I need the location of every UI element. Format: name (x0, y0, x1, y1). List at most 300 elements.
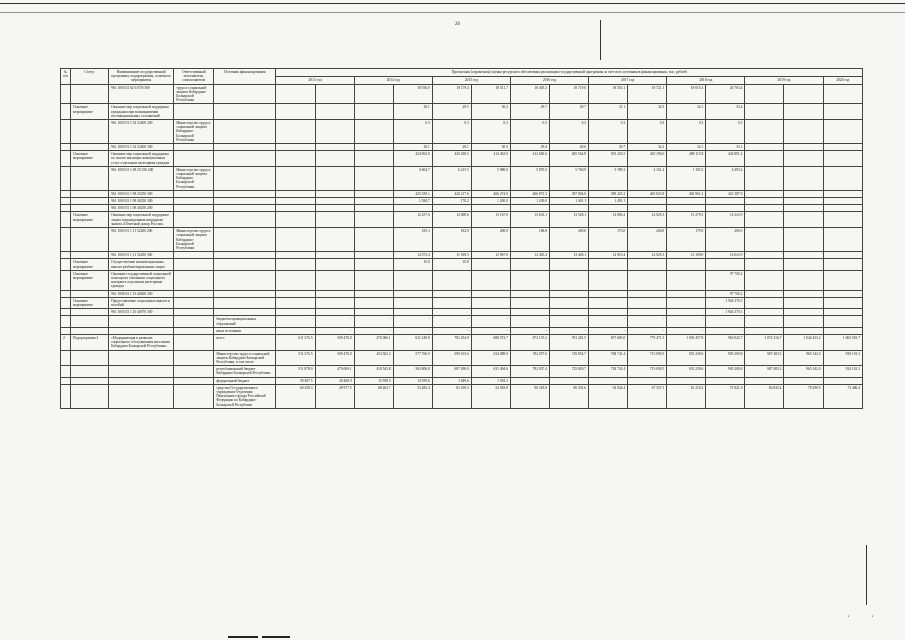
value-cell (276, 309, 315, 316)
value-cell (276, 205, 315, 212)
row-number (61, 205, 71, 212)
value-cell: 18 556.0 (393, 84, 432, 104)
value-cell: 713 090.5 (628, 350, 667, 366)
value-cell: 10.0 (393, 259, 432, 270)
value-cell: 97 700.2 (706, 270, 745, 290)
empty-cell (784, 144, 823, 151)
value-cell: 31.1 (589, 104, 628, 120)
row-number: 2. (61, 334, 71, 350)
header-row (61, 69, 863, 77)
value-cell: - (589, 327, 628, 334)
table-row (61, 120, 863, 144)
value-cell: 563 806.8 (393, 366, 432, 377)
row-source: Министерство труда и социальной защиты Кабардино-Балкарской Республики, в том числе (214, 350, 276, 366)
row-source (214, 252, 276, 259)
value-cell: 67 357.1 (628, 384, 667, 408)
value-cell: - (550, 327, 589, 334)
value-cell: 1 384.7 (393, 198, 432, 205)
value-cell: - (471, 316, 510, 327)
empty-cell (823, 290, 862, 297)
value-cell: 781 254.9 (432, 334, 471, 350)
value-cell: - (393, 316, 432, 327)
value-cell: 0.3 (706, 120, 745, 144)
value-cell: - (667, 327, 706, 334)
value-cell: 5 399.2 (589, 166, 628, 190)
row-number (61, 84, 71, 104)
value-cell (276, 198, 315, 205)
value-cell (510, 377, 549, 384)
value-cell: 4 493.4 (706, 166, 745, 190)
row-program: 961 1003 03 1 08 25 250 200 (109, 166, 174, 190)
value-cell (393, 309, 432, 316)
table-row (61, 205, 863, 212)
row-responsible (174, 151, 214, 167)
row-number (61, 297, 71, 308)
row-responsible (174, 259, 214, 270)
row-responsible (174, 327, 214, 334)
value-cell (276, 270, 315, 290)
empty-cell (784, 84, 823, 104)
value-cell (550, 259, 589, 270)
row-program: Осуществление компенсационных выплат реабилитированным лицам (109, 259, 174, 270)
empty-cell (745, 290, 784, 297)
year-cell: 2015 год (432, 76, 510, 84)
row-number (61, 198, 71, 205)
value-cell: 30.2 (471, 104, 510, 120)
value-cell (550, 270, 589, 290)
value-cell: 60 258.3 (276, 384, 315, 408)
value-cell: 634 088.9 (471, 350, 510, 366)
row-responsible: труда и социальной защиты Кабардино-Балкарской Республики (174, 84, 214, 104)
value-cell (589, 205, 628, 212)
value-cell (276, 228, 315, 252)
value-cell: 13 083.2 (589, 212, 628, 228)
empty-cell (784, 309, 823, 316)
value-cell (354, 151, 393, 167)
value-cell: 29.7 (510, 104, 549, 120)
value-cell (276, 151, 315, 167)
value-cell: 200.0 (471, 228, 510, 252)
row-status: Основное мероприятие (71, 259, 109, 270)
row-source (214, 120, 276, 144)
row-source (214, 297, 276, 308)
table-row (61, 327, 863, 334)
value-cell: 391 433.5 (589, 151, 628, 167)
value-cell: 13 279.5 (667, 212, 706, 228)
row-program (109, 377, 174, 384)
value-cell (510, 259, 549, 270)
row-status (71, 198, 109, 205)
value-cell (510, 290, 549, 297)
table-row (61, 270, 863, 290)
row-program (109, 350, 174, 366)
empty-cell (745, 198, 784, 205)
empty-cell (823, 270, 862, 290)
row-number (61, 259, 71, 270)
value-cell: 713 090.5 (628, 366, 667, 377)
empty-cell (745, 297, 784, 308)
value-cell: 511 376.5 (276, 350, 315, 366)
row-source (214, 309, 276, 316)
value-cell: 32.5 (628, 104, 667, 120)
empty-cell (745, 259, 784, 270)
row-status (71, 144, 109, 151)
right-fold-line (866, 545, 867, 605)
row-responsible (174, 270, 214, 290)
value-cell: 403 023.8 (628, 190, 667, 197)
value-cell (667, 297, 706, 308)
value-cell (354, 252, 393, 259)
empty-cell (823, 316, 862, 327)
value-cell: - (471, 327, 510, 334)
value-cell: 728 741.4 (589, 366, 628, 377)
value-cell: 200.0 (628, 228, 667, 252)
row-program (109, 384, 174, 408)
value-cell: - (276, 327, 315, 334)
row-source (214, 190, 276, 197)
row-responsible (174, 366, 214, 377)
value-cell: 434 963.8 (393, 151, 432, 167)
value-cell: 10.0 (432, 259, 471, 270)
row-number (61, 212, 71, 228)
row-status (71, 84, 109, 104)
row-number (61, 327, 71, 334)
value-cell: 414 454.9 (471, 151, 510, 167)
table-row (61, 334, 863, 350)
value-cell (354, 309, 393, 316)
header-program: Наименование государственной программы, подпрограммы, основного мероприятия (109, 69, 174, 85)
value-cell (432, 309, 471, 316)
value-cell: 470 006.1 (354, 334, 393, 350)
row-program: 961 1003 03 02 01570 300 (109, 84, 174, 104)
value-cell: 200.0 (706, 228, 745, 252)
row-program: 961 1003 03 1 08 40250 300 (109, 198, 174, 205)
value-cell: 1 044 433.2 (784, 334, 823, 350)
empty-cell (784, 151, 823, 167)
value-cell: 182.0 (432, 228, 471, 252)
row-source: республиканский бюджет Кабардино-Балкарской Республики (214, 366, 276, 377)
value-cell: 81 169.3 (432, 384, 471, 408)
value-cell: 420 438.5 (432, 151, 471, 167)
value-cell (667, 270, 706, 290)
row-program: Предоставление социальных выплат и пособий (109, 297, 174, 308)
bottom-dash-2 (262, 636, 290, 638)
value-cell: 905 200.8 (706, 350, 745, 366)
row-responsible (174, 198, 214, 205)
value-cell (471, 290, 510, 297)
value-cell: 28.5 (432, 104, 471, 120)
value-cell (315, 297, 354, 308)
value-cell (354, 120, 393, 144)
value-cell (589, 259, 628, 270)
value-cell (354, 190, 393, 197)
value-cell: 53 482.4 (393, 384, 432, 408)
table-row (61, 104, 863, 120)
row-number (61, 350, 71, 366)
value-cell: 179.9 (667, 228, 706, 252)
value-cell: 1 200.0 (471, 198, 510, 205)
row-responsible (174, 144, 214, 151)
value-cell: - (354, 316, 393, 327)
empty-cell (784, 316, 823, 327)
row-number (61, 377, 71, 384)
value-cell: 12 967.0 (471, 252, 510, 259)
value-cell: 33.1 (706, 144, 745, 151)
value-cell: 15 958.5 (354, 377, 393, 384)
value-cell: 965 142.0 (784, 366, 823, 377)
value-cell (628, 205, 667, 212)
value-cell: 1 072 316.7 (745, 334, 784, 350)
value-cell: 32.1 (667, 104, 706, 120)
table-row (61, 228, 863, 252)
value-cell: 2 161.2 (628, 166, 667, 190)
value-cell: 779 471.5 (628, 334, 667, 350)
row-program (109, 366, 174, 377)
table-row (61, 84, 863, 104)
value-cell (354, 259, 393, 270)
row-program: 961 1003 03 1 02 52400 200 (109, 120, 174, 144)
value-cell: 729 854.7 (550, 350, 589, 366)
row-status (71, 350, 109, 366)
table-row (61, 377, 863, 384)
empty-cell (784, 205, 823, 212)
value-cell: - (589, 316, 628, 327)
row-responsible: Министерство труда и социальной защиты Кабардино-Балкарской Республики (174, 166, 214, 190)
table-row (61, 144, 863, 151)
value-cell: 28.1 (393, 144, 432, 151)
row-source: средства Государственного учреждения-Отделения Пенсионного фонда Российской Федерации по Кабардино-Балкарской Республике (214, 384, 276, 408)
value-cell: 405 564.8 (550, 151, 589, 167)
value-cell (354, 198, 393, 205)
value-cell: - (667, 316, 706, 327)
value-cell (432, 205, 471, 212)
value-cell (315, 190, 354, 197)
value-cell (510, 309, 549, 316)
row-status (71, 377, 109, 384)
row-responsible: Министерство труда и социальной защиты Кабардино-Балкарской Республики (174, 120, 214, 144)
value-cell (276, 104, 315, 120)
value-cell: 39 497.5 (276, 377, 315, 384)
row-status (71, 290, 109, 297)
value-cell: 857 683.0 (589, 334, 628, 350)
value-cell (628, 270, 667, 290)
row-program: Оказание мер социальной поддержки гражданам при возникновении поствакцинальных осложнений (109, 104, 174, 120)
value-cell (667, 290, 706, 297)
year-cell: 2020 год (823, 76, 862, 84)
value-cell (276, 120, 315, 144)
value-cell (589, 290, 628, 297)
value-cell (667, 259, 706, 270)
row-status: Основное мероприятие (71, 297, 109, 308)
value-cell: - (432, 327, 471, 334)
value-cell: 20 763.4 (706, 84, 745, 104)
row-status (71, 384, 109, 408)
value-cell (471, 259, 510, 270)
value-cell (550, 377, 589, 384)
value-cell (315, 198, 354, 205)
row-status (71, 166, 109, 190)
value-cell: 1 401.1 (550, 198, 589, 205)
empty-cell (823, 84, 862, 104)
value-cell: 68 263.7 (354, 384, 393, 408)
value-cell (354, 205, 393, 212)
value-cell: 1 105.5 (667, 166, 706, 190)
value-cell: 725 829.7 (550, 366, 589, 377)
row-program (109, 316, 174, 327)
value-cell (315, 120, 354, 144)
value-cell (667, 309, 706, 316)
row-responsible (174, 104, 214, 120)
value-cell (315, 252, 354, 259)
row-responsible (174, 309, 214, 316)
empty-cell (823, 297, 862, 308)
value-cell (354, 270, 393, 290)
row-source (214, 151, 276, 167)
value-cell: 930 101.3 (823, 350, 862, 366)
value-cell (354, 84, 393, 104)
value-cell: 6 604.7 (393, 166, 432, 190)
value-cell: 511 878.9 (276, 366, 315, 377)
value-cell: 905 200.8 (706, 366, 745, 377)
row-number (61, 366, 71, 377)
value-cell: 965 142.0 (784, 350, 823, 366)
row-source (214, 84, 276, 104)
top-scan-line-2 (0, 12, 905, 13)
value-cell (276, 290, 315, 297)
value-cell (354, 290, 393, 297)
value-cell: 13 167.0 (471, 212, 510, 228)
value-cell (315, 144, 354, 151)
value-cell: 421 387.9 (706, 190, 745, 197)
header-status: Статус (71, 69, 109, 85)
row-program (109, 327, 174, 334)
empty-cell (745, 144, 784, 151)
value-cell: 631 249.8 (393, 334, 432, 350)
value-cell: 170.2 (432, 198, 471, 205)
row-status (71, 190, 109, 197)
empty-cell (784, 327, 823, 334)
row-program: 961 1003 03 1 20 40070 300 (109, 309, 174, 316)
row-responsible (174, 252, 214, 259)
row-source (214, 144, 276, 151)
row-number (61, 384, 71, 408)
empty-cell (823, 327, 862, 334)
empty-cell (784, 252, 823, 259)
value-cell: 49 977.5 (315, 384, 354, 408)
row-program: 961 1003 03 1 11 52200 300 (109, 252, 174, 259)
row-source: бюджеты муниципальных образований (214, 316, 276, 327)
value-cell: - (628, 316, 667, 327)
empty-cell (823, 190, 862, 197)
value-cell: 0.3 (550, 120, 589, 144)
empty-cell (784, 120, 823, 144)
scan-mark: , (872, 612, 874, 618)
value-cell: 18 405.2 (510, 84, 549, 104)
value-cell: 932 101.3 (823, 366, 862, 377)
row-program: Оказание мер социальной поддержки лицам, награжденным нагрудным знаком «Почетный донор России» (109, 212, 174, 228)
row-program: Оказание государственной социальной помощи на основании социального контракта отдельным категориям граждан (109, 270, 174, 290)
value-cell (589, 297, 628, 308)
row-source (214, 228, 276, 252)
row-number (61, 144, 71, 151)
value-cell: 12 000.6 (432, 212, 471, 228)
value-cell (315, 309, 354, 316)
row-number (61, 120, 71, 144)
value-cell: 1 065 581.7 (823, 334, 862, 350)
row-number (61, 252, 71, 259)
empty-cell (784, 104, 823, 120)
value-cell: 963 022.7 (706, 334, 745, 350)
value-cell: 454 502.3 (354, 350, 393, 366)
row-number (61, 290, 71, 297)
value-cell (276, 166, 315, 190)
value-cell: 40.6 (550, 144, 589, 151)
value-cell: 424 891.2 (706, 151, 745, 167)
value-cell (354, 297, 393, 308)
row-status (71, 252, 109, 259)
value-cell: - (276, 316, 315, 327)
value-cell: - (315, 327, 354, 334)
empty-cell (823, 212, 862, 228)
value-cell: 5 760.9 (550, 166, 589, 190)
empty-cell (745, 270, 784, 290)
empty-cell (745, 190, 784, 197)
value-cell: 33.4 (706, 104, 745, 120)
year-cell: 2018 год (667, 76, 745, 84)
empty-cell (823, 120, 862, 144)
value-cell: - (510, 327, 549, 334)
vertical-fold-line (600, 20, 601, 60)
value-cell (315, 270, 354, 290)
value-cell: 80 501.6 (550, 384, 589, 408)
value-cell: 13 428.1 (550, 252, 589, 259)
row-program: 961 1003 03 1 11 52200 200 (109, 228, 174, 252)
value-cell (667, 205, 706, 212)
row-responsible: Министерство труда и социальной защиты Кабардино-Балкарской Республики (174, 228, 214, 252)
value-cell: - (706, 327, 745, 334)
table-row (61, 212, 863, 228)
value-cell: 1 594.3 (471, 377, 510, 384)
value-cell: 12 072.4 (393, 252, 432, 259)
row-number (61, 104, 71, 120)
empty-cell (745, 309, 784, 316)
empty-cell (823, 151, 862, 167)
value-cell: 1 849.6 (432, 377, 471, 384)
empty-cell (823, 252, 862, 259)
value-cell (315, 259, 354, 270)
value-cell (393, 290, 432, 297)
row-responsible (174, 205, 214, 212)
value-cell (589, 377, 628, 384)
empty-cell (823, 205, 862, 212)
value-cell (276, 297, 315, 308)
value-cell: 32.1 (667, 144, 706, 151)
table-row (61, 198, 863, 205)
value-cell: - (393, 327, 432, 334)
value-cell: 11 818.5 (432, 252, 471, 259)
value-cell (706, 259, 745, 270)
empty-cell (745, 104, 784, 120)
scan-mark: , (848, 612, 850, 618)
value-cell (550, 290, 589, 297)
value-cell (315, 290, 354, 297)
value-cell: 73 486.4 (823, 384, 862, 408)
value-cell: 425 358.1 (393, 190, 432, 197)
value-cell (393, 297, 432, 308)
value-cell: 18 179.4 (432, 84, 471, 104)
empty-cell (784, 212, 823, 228)
row-status (71, 327, 109, 334)
